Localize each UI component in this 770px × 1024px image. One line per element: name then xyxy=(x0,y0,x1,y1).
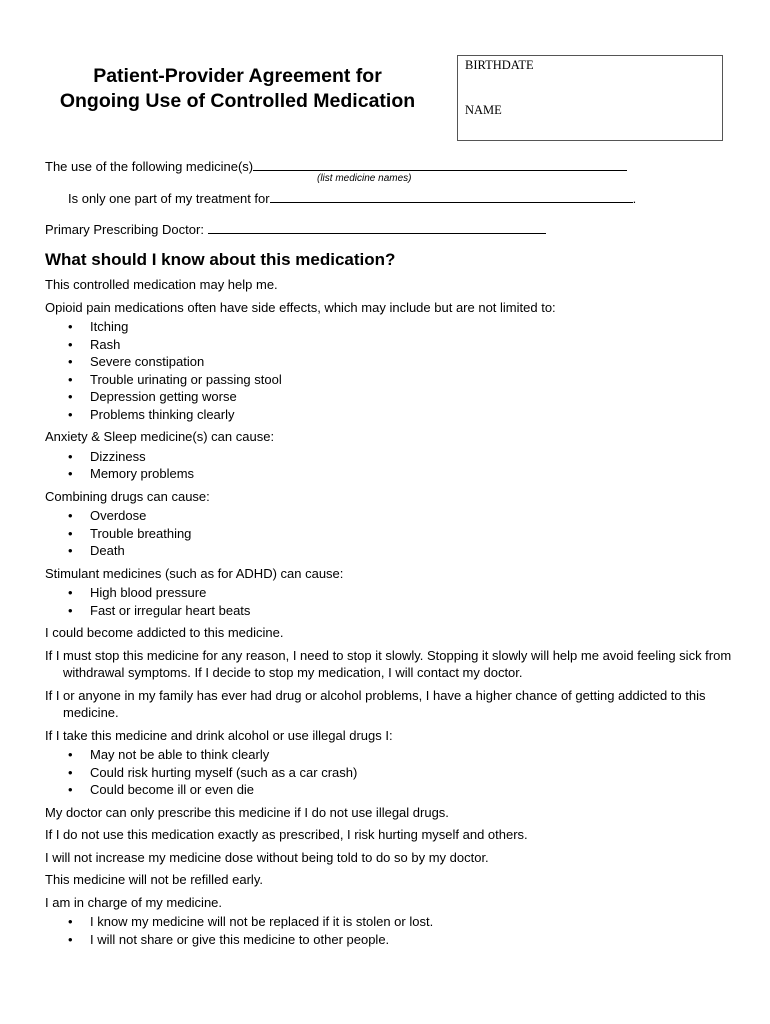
list-item: • Dizziness xyxy=(45,448,735,466)
paragraph: Combining drugs can cause: xyxy=(45,488,210,504)
list-item: • Could risk hurting myself (such as a car crash) xyxy=(45,764,735,782)
paragraph: I am in charge of my medicine. xyxy=(45,894,223,910)
list-item: • I will not share or give this medicine to other people. xyxy=(45,931,735,949)
anxiety-effects-list xyxy=(45,448,735,483)
paragraph: This medicine will not be refilled early. xyxy=(45,872,263,887)
list-item: • Could become ill or even die xyxy=(45,781,735,799)
name-label: NAME xyxy=(465,103,502,117)
title-line-1: Patient-Provider Agreement for xyxy=(93,65,382,87)
medicine-label: The use of the following medicine(s) xyxy=(45,159,254,174)
list-item: • I know my medicine will not be replaced if it is stolen or lost. xyxy=(45,913,735,931)
title-line-2: Ongoing Use of Controlled Medication xyxy=(59,90,416,112)
list-item: • Depression getting worse xyxy=(45,388,735,406)
list-item: • Overdose xyxy=(45,507,735,525)
medicine-field[interactable] xyxy=(253,158,627,171)
list-item: • Rash xyxy=(45,336,735,354)
list-item: • Itching xyxy=(45,318,735,336)
list-item: • Severe constipation xyxy=(45,353,735,371)
list-item: • Trouble urinating or passing stool xyxy=(45,371,735,389)
paragraph: If I do not use this medication exactly as prescribed, I risk hurting myself and others. xyxy=(45,827,528,842)
doctor-label: Primary Prescribing Doctor: xyxy=(45,222,204,237)
opioid-effects-list xyxy=(45,318,735,423)
paragraph: Opioid pain medications often have side effects, which may include but are not limited to: xyxy=(45,299,556,315)
paragraph: My doctor can only prescribe this medicine if I do not use illegal drugs. xyxy=(45,804,449,820)
paragraph: If I or anyone in my family has ever had drug or alcohol problems, I have a higher chance of getting addicted to this medicine. xyxy=(45,687,706,720)
list-item: • High blood pressure xyxy=(45,584,735,602)
paragraph: Anxiety & Sleep medicine(s) can cause: xyxy=(45,429,275,444)
doctor-row xyxy=(45,221,546,237)
paragraph: I will not increase my medicine dose without being told to do so by my doctor. xyxy=(45,849,489,865)
paragraph: This controlled medication may help me. xyxy=(45,277,278,292)
list-item: • Trouble breathing xyxy=(45,525,735,543)
treatment-label: Is only one part of my treatment for xyxy=(68,191,270,206)
paragraph: I could become addicted to this medicine. xyxy=(45,625,284,640)
page-title xyxy=(30,64,445,114)
treatment-row: Is only one part of my treatment for . xyxy=(68,191,637,206)
paragraph: If I must stop this medicine for any reason, I need to stop it slowly. Stopping it slowly will help me avoid feeling sick from withdrawal symptoms. If I decide to stop my medication, I will contact my doctor. xyxy=(45,647,732,680)
birthdate-label: BIRTHDATE xyxy=(465,58,534,72)
treatment-field[interactable] xyxy=(270,190,633,203)
charge-list xyxy=(45,913,735,948)
medicine-row xyxy=(45,158,627,174)
paragraph: Stimulant medicines (such as for ADHD) can cause: xyxy=(45,565,344,581)
list-item: • May not be able to think clearly xyxy=(45,746,735,764)
list-item: • Memory problems xyxy=(45,465,735,483)
content-body xyxy=(45,276,735,953)
paragraph: If I take this medicine and drink alcohol or use illegal drugs I: xyxy=(45,727,393,743)
alcohol-effects-list xyxy=(45,746,735,799)
patient-id-box[interactable] xyxy=(457,55,723,141)
medicine-hint: (list medicine names) xyxy=(317,173,412,184)
list-item: • Death xyxy=(45,542,735,560)
list-item: • Problems thinking clearly xyxy=(45,406,735,424)
section-heading: What should I know about this medication? xyxy=(45,250,396,269)
stimulant-effects-list xyxy=(45,584,735,619)
list-item: • Fast or irregular heart beats xyxy=(45,602,735,620)
combining-effects-list xyxy=(45,507,735,560)
doctor-field[interactable] xyxy=(208,221,546,234)
